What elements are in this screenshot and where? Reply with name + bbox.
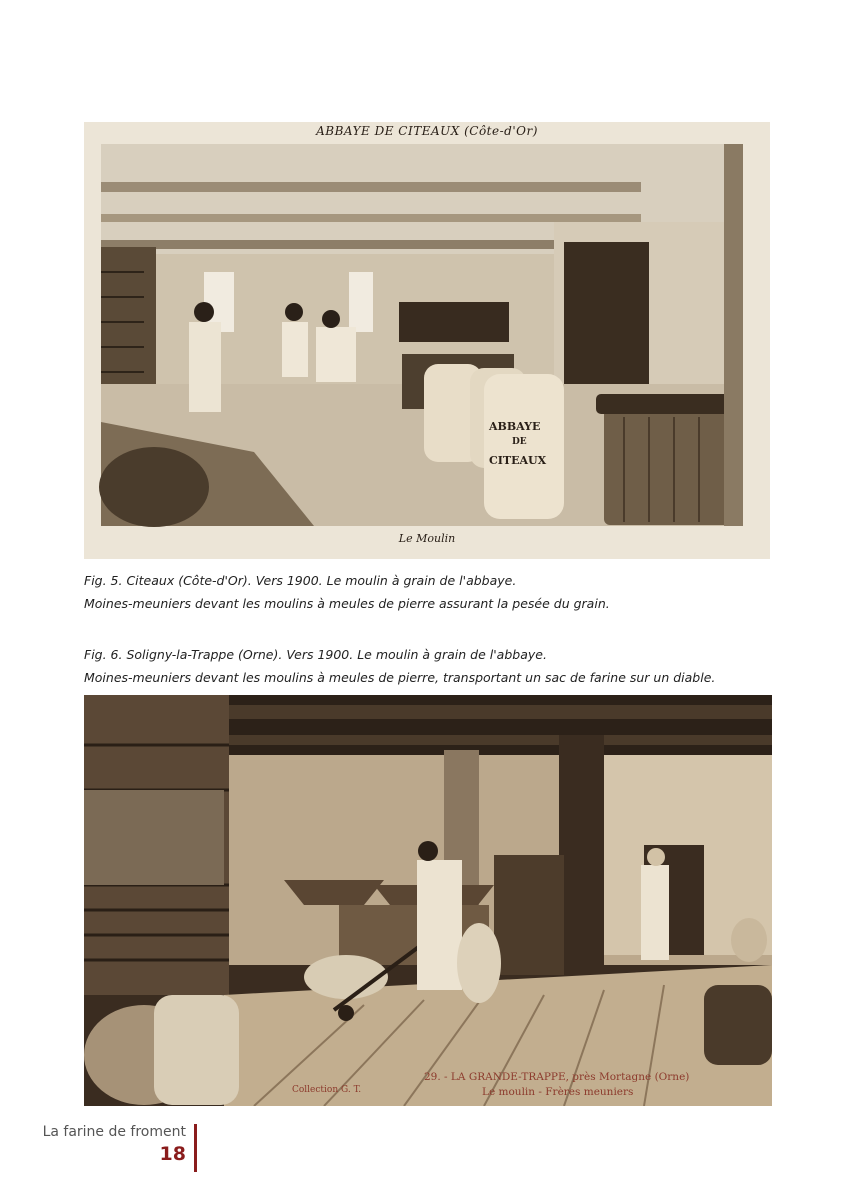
- mill-interior-illustration: [84, 122, 770, 559]
- figure-6-photo: [84, 695, 772, 1106]
- figure-5-photo: [84, 122, 770, 559]
- postcard-caption-line-1: 29. - LA GRANDE-TRAPPE, près Mortagne (Orne): [424, 1071, 690, 1083]
- caption-line: Fig. 5. Citeaux (Côte-d'Or). Vers 1900. Le moulin à grain de l'abbaye.: [84, 573, 517, 588]
- postcard-caption-line-2: Le moulin - Frères meuniers: [482, 1086, 634, 1098]
- footer-divider: [194, 1124, 197, 1172]
- figure-6-caption: [84, 643, 774, 689]
- mill-interior-illustration: [84, 695, 772, 1106]
- collection-label: Collection G. T.: [292, 1085, 362, 1095]
- caption-line: Fig. 6. Soligny-la-Trappe (Orne). Vers 1900. Le moulin à grain de l'abbaye.: [84, 647, 547, 662]
- postcard-title: ABBAYE DE CITEAUX (Côte-d'Or): [316, 124, 538, 138]
- page-number: 18: [159, 1143, 186, 1165]
- sack-label-line-2: DE: [512, 437, 527, 447]
- caption-line: Moines-meuniers devant les moulins à meules de pierre, transportant un sac de farine sur un diable.: [84, 670, 716, 685]
- sack-label-line-1: ABBAYE: [489, 420, 541, 433]
- figure-5-caption: [84, 569, 774, 615]
- book-title: La farine de froment: [42, 1124, 186, 1140]
- sack-label-line-3: CITEAUX: [489, 454, 547, 467]
- caption-line: Moines-meuniers devant les moulins à meules de pierre assurant la pesée du grain.: [84, 596, 610, 611]
- postcard-subtitle: Le Moulin: [398, 532, 456, 545]
